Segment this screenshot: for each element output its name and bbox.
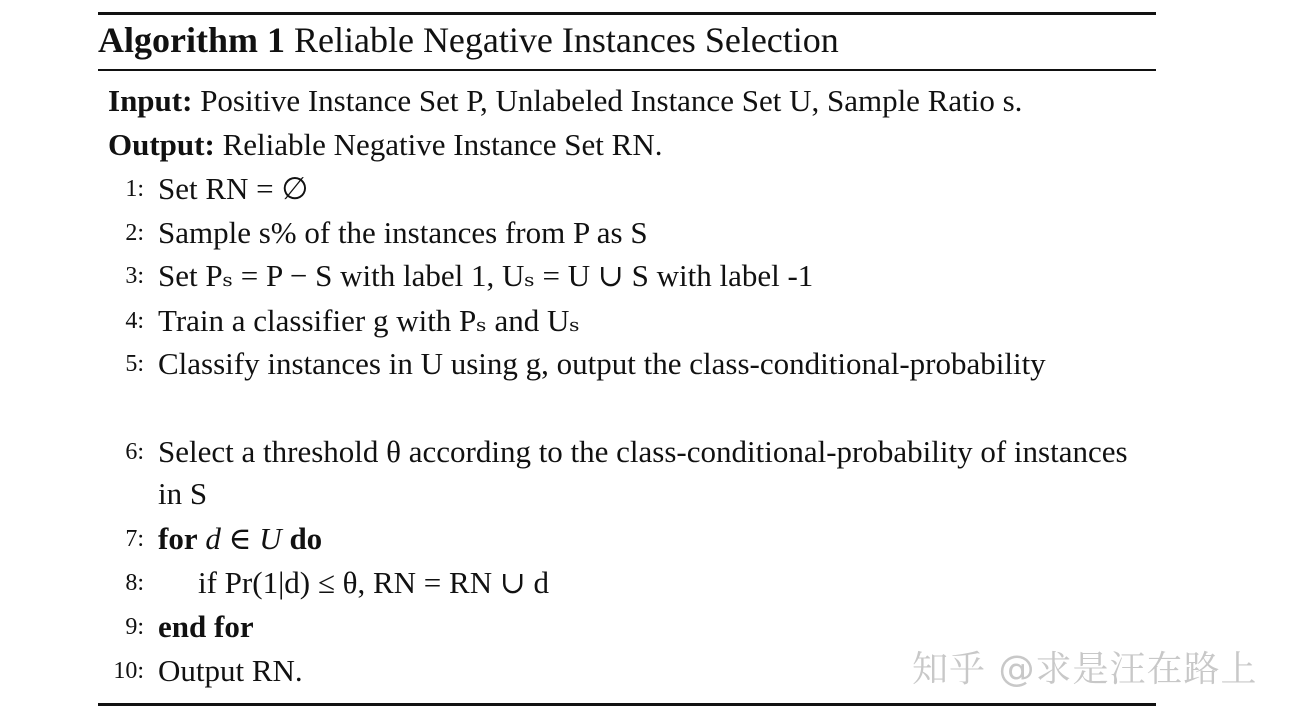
header-rule xyxy=(98,69,1156,71)
step-number: 2: xyxy=(125,220,144,246)
bottom-rule xyxy=(98,703,1156,706)
step-number: 10: xyxy=(113,658,144,684)
step-number: 8: xyxy=(125,570,144,596)
watermark: 知乎 @求是汪在路上 xyxy=(912,649,1258,690)
algorithm-title: Reliable Negative Instances Selection xyxy=(293,20,839,60)
step-text: Train a classifier g with Pₛ and Uₛ xyxy=(158,303,580,338)
step-text xyxy=(158,518,322,560)
step-number: 1: xyxy=(125,176,144,202)
step-number: 9: xyxy=(125,614,144,640)
algorithm-label: Algorithm 1 xyxy=(98,20,285,60)
output-line xyxy=(108,125,662,165)
keyword-do: do xyxy=(289,521,323,556)
loop-condition: d ∈ U xyxy=(205,521,282,556)
step-number: 7: xyxy=(125,526,144,552)
input-line xyxy=(108,81,1022,121)
step-text: Classify instances in U using g, output the class-conditional-probability xyxy=(158,346,1046,381)
step-number: 6: xyxy=(125,439,144,465)
step-number: 5: xyxy=(125,351,144,377)
keyword-for: for xyxy=(158,521,198,556)
step-text: end for xyxy=(158,609,254,644)
top-rule xyxy=(98,12,1156,15)
input-text: Positive Instance Set P, Unlabeled Instance Set U, Sample Ratio s. xyxy=(200,83,1023,118)
step-text: if Pr(1|d) ≤ θ, RN = RN ∪ d xyxy=(198,565,550,600)
output-text: Reliable Negative Instance Set RN. xyxy=(222,127,663,162)
algorithm-header xyxy=(98,17,839,63)
output-key: Output: xyxy=(108,127,215,162)
step-text: Select a threshold θ according to the class-conditional-probability of instances in S xyxy=(158,434,1128,511)
input-key: Input: xyxy=(108,83,193,118)
step-text: Set Pₛ = P − S with label 1, Uₛ = U ∪ S with label -1 xyxy=(158,258,814,293)
step-number: 4: xyxy=(125,308,144,334)
step-text: Output RN. xyxy=(158,653,303,688)
step-text: Sample s% of the instances from P as S xyxy=(158,215,648,250)
step-text: Set RN = ∅ xyxy=(158,171,309,206)
step-number: 3: xyxy=(125,263,144,289)
